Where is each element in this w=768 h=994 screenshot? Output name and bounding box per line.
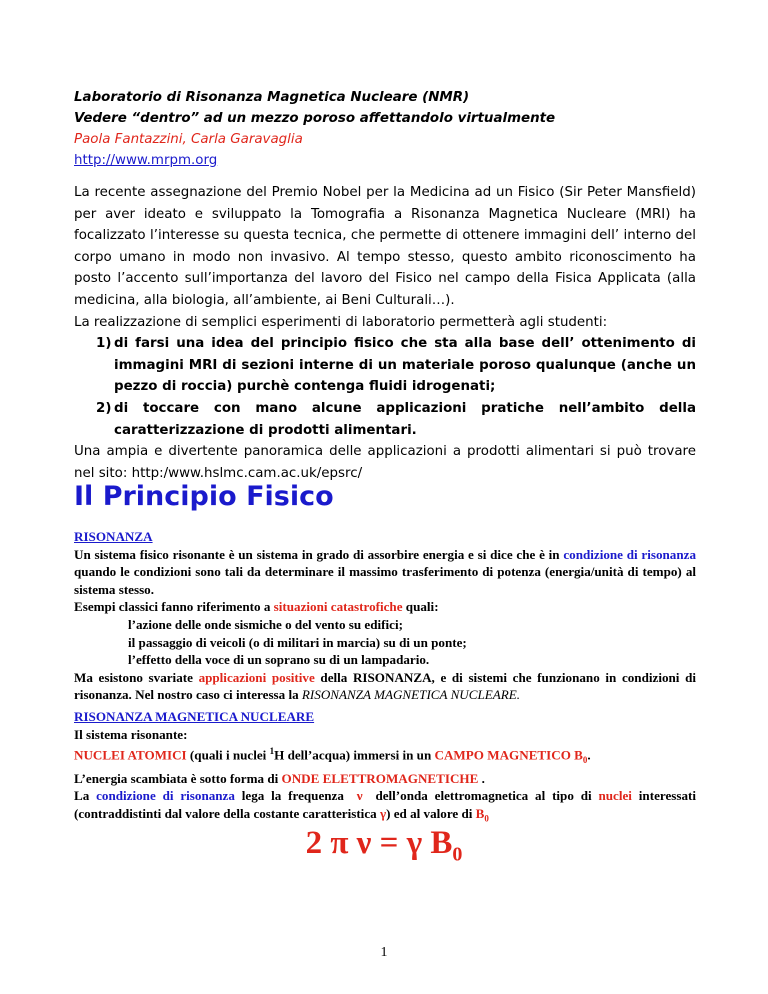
list-item: 2) di toccare con mano alcune applicazioni pratiche nell’ambito della caratterizzazione di prodotti alimentari. (96, 400, 696, 438)
rmn-title: RISONANZA MAGNETICA NUCLEARE (74, 709, 315, 724)
rmn-section (74, 708, 696, 828)
intro-lead: La realizzazione di semplici esperimenti di laboratorio permetterà agli studenti: (74, 314, 608, 330)
risonanza-examples-lead: Esempi classici fanno riferimento a situazioni catastrofiche quali: (74, 599, 439, 615)
risonanza-section (74, 528, 696, 704)
intro-paragraph: La recente assegnazione del Premio Nobel per la Medicina ad un Fisico (Sir Peter Mansfield) per aver ideato e sviluppato la Tomografia a Risonanza Magnetica Nucleare (MRI) ha focalizzato l’interesse su questa tecnica, che permette di ottenere immagini dell’ interno del corpo umano in modo non invasivo. Al tempo stesso, questo ambito riconoscimento ha posto l’accento sull’importanza del lavoro del Fisico nel campo della Fisica Applicata (alla medicina, alla biologia, all’ambiente, ai Beni Culturali…). (74, 185, 696, 308)
authors: Paola Fantazzini, Carla Garavaglia (74, 132, 303, 147)
website-link[interactable]: http://www.mrpm.org (74, 153, 218, 168)
resonance-formula: 2 π ν = γ $B_0$ (305, 825, 463, 866)
risonanza-applications: Ma esistono svariate applicazioni positive della RISONANZA, e di sistemi che funzionano in condizioni di risonanza. Nel nostro caso ci interessa la RISONANZA MAGNETICA NUCLEARE. (74, 669, 696, 703)
intro-closing: Una ampia e divertente panoramica delle applicazioni a prodotti alimentari si può trovare nel sito: http:/www.hslmc.cam.ac.uk/epsrc/ (74, 444, 696, 481)
page-number: 1 (380, 945, 388, 960)
risonanza-definition: Un sistema fisico risonante è un sistema in grado di assorbire energia e si dice che è in condizione di risonanza quando le condizioni sono tali da determinare il massimo trasferimento di potenza (energia/unità di tempo) al sistema stesso. (74, 546, 696, 597)
lab-subtitle: Vedere “dentro” ad un mezzo poroso affettandolo virtualmente (74, 111, 556, 126)
rmn-line: NUCLEI ATOMICI (quali i nuclei $^1$H dell’acqua) immersi in un CAMPO MAGNETICO $B_0$. (74, 746, 591, 766)
example-item: l’azione delle onde sismiche o del vento su edifici; (128, 616, 403, 632)
section-heading: Il Principio Fisico (74, 481, 334, 512)
example-item: il passaggio di veicoli (o di militari in marcia) su di un ponte; (128, 634, 467, 650)
intro-section (74, 182, 696, 484)
document-header (74, 87, 714, 171)
rmn-line: La condizione di risonanza lega la frequenza ν dell’onda elettromagnetica al tipo di nuclei interessati (contraddistinti dal valore della costante caratteristica γ) ed al valore di $B_0$ (74, 788, 696, 824)
example-item: l’effetto della voce di un soprano su di un lampadario. (128, 652, 430, 668)
lab-title: Laboratorio di Risonanza Magnetica Nucleare (NMR) (74, 90, 470, 105)
list-item: 1) di farsi una idea del principio fisico che sta alla base dell’ ottenimento di immagini MRI di sezioni interne di un materiale poroso qualunque (anche un pezzo di roccia) purchè contenga fluidi idrogenati; (96, 336, 696, 395)
objectives-list (74, 333, 696, 441)
risonanza-title: RISONANZA (74, 529, 153, 544)
rmn-line: L’energia scambiata è sotto forma di ONDE ELETTROMAGNETICHE . (74, 770, 485, 786)
rmn-line: Il sistema risonante: (74, 726, 188, 742)
